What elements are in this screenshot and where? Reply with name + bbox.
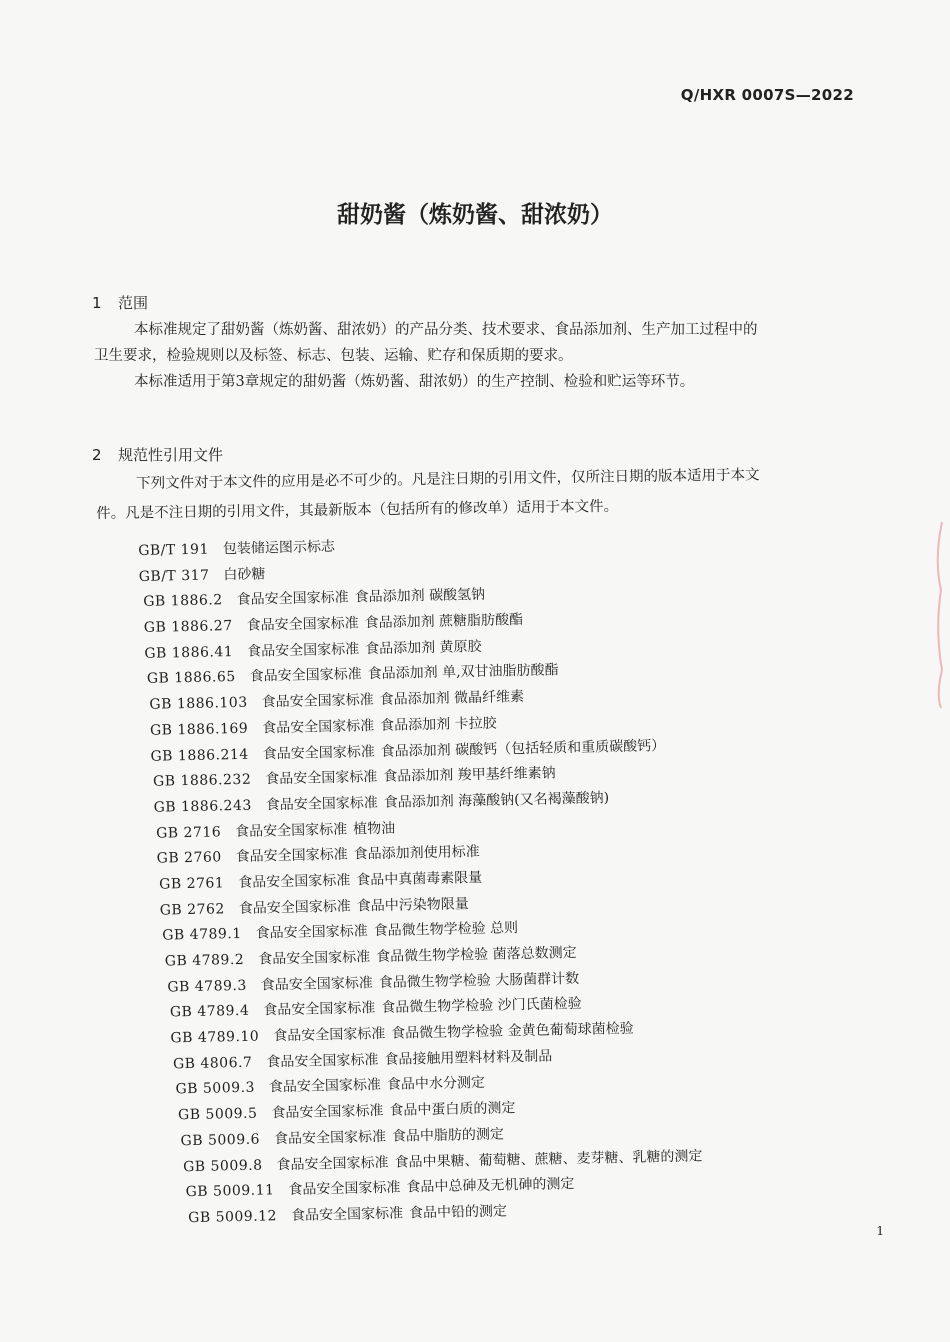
- reference-title: 植物油: [352, 820, 396, 838]
- reference-title: 食品微生物学检验 沙门氏菌检验: [381, 996, 582, 1017]
- reference-code: GB 2760: [156, 849, 222, 867]
- reference-code: GB 5009.12: [188, 1208, 278, 1226]
- reference-title: 食品添加剂 羧甲基纤维素钠: [383, 765, 556, 786]
- reference-code: GB 1886.65: [146, 669, 236, 688]
- reference-standard: 食品安全国家标准: [247, 641, 360, 660]
- reference-standard: 食品安全国家标准: [290, 1205, 404, 1224]
- reference-code: GB 1886.41: [144, 643, 234, 662]
- reference-standard: 食品安全国家标准: [249, 666, 362, 686]
- section-number: 2: [92, 446, 102, 464]
- reference-title: 食品微生物学检验 金黄色葡萄球菌检验: [391, 1020, 634, 1042]
- reference-code: GB 1886.169: [149, 720, 249, 739]
- red-stamp-fragment-icon: [932, 520, 944, 710]
- reference-standard: 食品安全国家标准: [271, 1103, 384, 1122]
- reference-title: 食品添加剂使用标准: [353, 844, 480, 863]
- reference-title: 食品添加剂 卡拉胶: [380, 715, 497, 734]
- reference-code: GB 5009.3: [175, 1080, 256, 1098]
- reference-title: 食品添加剂 微晶纤维素: [379, 689, 525, 709]
- reference-code: GB 5009.6: [180, 1131, 261, 1150]
- section-number: 1: [92, 294, 102, 312]
- reference-standard: 食品安全国家标准: [258, 949, 371, 968]
- section-2-paragraph-1a: 下列文件对于本文件的应用是必不可少的。凡是注日期的引用文件，仅所注日期的版本适用于本文: [136, 467, 760, 492]
- reference-code: GB 1886.243: [153, 797, 252, 816]
- reference-code: GB/T 191: [138, 541, 210, 559]
- reference-code: GB 1886.103: [149, 694, 248, 713]
- reference-title: 食品添加剂 黄原胶: [364, 638, 482, 658]
- reference-standard: 食品安全国家标准: [288, 1179, 401, 1199]
- reference-code: GB 2762: [159, 900, 225, 919]
- reference-list: [138, 528, 704, 1233]
- section-title: 规范性引用文件: [118, 446, 224, 464]
- reference-title: 食品添加剂 海藻酸钠(又名褐藻酸钠): [383, 790, 610, 811]
- reference-standard: 食品安全国家标准: [261, 692, 374, 711]
- reference-title: 食品中脂肪的测定: [391, 1126, 505, 1145]
- reference-code: GB 5009.5: [177, 1105, 258, 1124]
- section-1-paragraph-1b: 卫生要求，检验规则以及标签、标志、包装、运输、贮存和保质期的要求。: [94, 348, 573, 364]
- reference-standard: 食品安全国家标准: [262, 743, 375, 762]
- reference-title: 食品微生物学检验 总则: [373, 920, 519, 940]
- reference-standard: 食品安全国家标准: [246, 615, 359, 634]
- reference-standard: 食品安全国家标准: [265, 769, 378, 788]
- document-code: Q/HXR 0007S—2022: [680, 86, 854, 104]
- section-1-heading: [92, 292, 148, 313]
- reference-standard: 食品安全国家标准: [276, 1154, 389, 1173]
- reference-code: GB 4789.4: [169, 1003, 250, 1021]
- reference-code: GB 4789.10: [170, 1028, 260, 1047]
- reference-title: 食品中水分测定: [386, 1075, 486, 1094]
- reference-title: 食品微生物学检验 菌落总数测定: [376, 944, 577, 966]
- document-title: 甜奶酱（炼奶酱、甜浓奶）: [337, 202, 613, 228]
- reference-code: GB 4789.2: [164, 951, 245, 970]
- reference-standard: 食品安全国家标准: [238, 898, 351, 917]
- reference-title: 白砂糖: [223, 566, 266, 583]
- reference-title: 食品添加剂 碳酸氢钠: [354, 587, 486, 606]
- reference-title: 食品中果糖、葡萄糖、蔗糖、麦芽糖、乳糖的测定: [394, 1147, 703, 1171]
- reference-title: 食品添加剂 蔗糖脂肪酸酯: [364, 612, 524, 632]
- section-1-paragraph-2: 本标准适用于第3章规定的甜奶酱（炼奶酱、甜浓奶）的生产控制、检验和贮运等环节。: [134, 374, 695, 390]
- reference-title: 包装储运图示标志: [222, 538, 336, 558]
- reference-code: GB 4789.3: [167, 977, 247, 996]
- reference-standard: 食品安全国家标准: [255, 923, 368, 942]
- reference-title: 食品添加剂 单,双甘油脂肪酸酯: [367, 662, 559, 683]
- reference-code: GB 2761: [159, 875, 225, 893]
- reference-standard: 食品安全国家标准: [262, 717, 375, 737]
- reference-code: GB 5009.11: [185, 1182, 275, 1201]
- reference-standard: 食品安全国家标准: [235, 846, 348, 866]
- reference-standard: 食品安全国家标准: [263, 1000, 376, 1019]
- reference-code: GB 4789.1: [162, 926, 242, 944]
- reference-standard: 食品安全国家标准: [268, 1077, 382, 1096]
- reference-title: 食品中总砷及无机砷的测定: [406, 1176, 575, 1196]
- reference-standard: 食品安全国家标准: [266, 1051, 379, 1071]
- reference-code: GB 1886.232: [152, 771, 252, 790]
- reference-code: GB 1886.27: [143, 618, 233, 636]
- reference-standard: 食品安全国家标准: [273, 1128, 387, 1148]
- reference-standard: 食品安全国家标准: [238, 872, 351, 891]
- reference-code: GB 5009.8: [182, 1157, 263, 1175]
- reference-standard: 食品安全国家标准: [265, 794, 378, 814]
- section-2-heading: [92, 444, 223, 465]
- reference-code: GB 1886.214: [150, 746, 249, 765]
- reference-standard: 食品安全国家标准: [235, 821, 348, 840]
- reference-title: 食品添加剂 碳酸钙（包括轻质和重质碳酸钙）: [380, 737, 666, 760]
- section-2-paragraph-1b: 件。凡是不注日期的引用文件，其最新版本（包括所有的修改单）适用于本文件。: [96, 498, 619, 522]
- reference-code: GB 4806.7: [172, 1054, 253, 1073]
- section-title: 范围: [118, 294, 149, 312]
- page-number: 1: [876, 1224, 884, 1238]
- reference-title: 食品中铅的测定: [408, 1203, 508, 1222]
- reference-standard: 食品安全国家标准: [260, 974, 373, 994]
- reference-code: GB 2716: [155, 823, 222, 842]
- reference-title: 食品接触用塑料材料及制品: [384, 1048, 553, 1068]
- reference-code: GB 1886.2: [143, 592, 223, 611]
- reference-standard: 食品安全国家标准: [273, 1025, 386, 1045]
- reference-title: 食品中蛋白质的测定: [389, 1100, 516, 1119]
- reference-title: 食品微生物学检验 大肠菌群计数: [378, 970, 580, 991]
- section-1-paragraph-1a: 本标准规定了甜奶酱（炼奶酱、甜浓奶）的产品分类、技术要求、食品添加剂、生产加工过程中的: [134, 322, 758, 338]
- reference-title: 食品中真菌毒素限量: [356, 869, 483, 889]
- reference-code: GB/T 317: [138, 567, 210, 585]
- reference-standard: 食品安全国家标准: [236, 589, 349, 609]
- reference-title: 食品中污染物限量: [356, 895, 469, 915]
